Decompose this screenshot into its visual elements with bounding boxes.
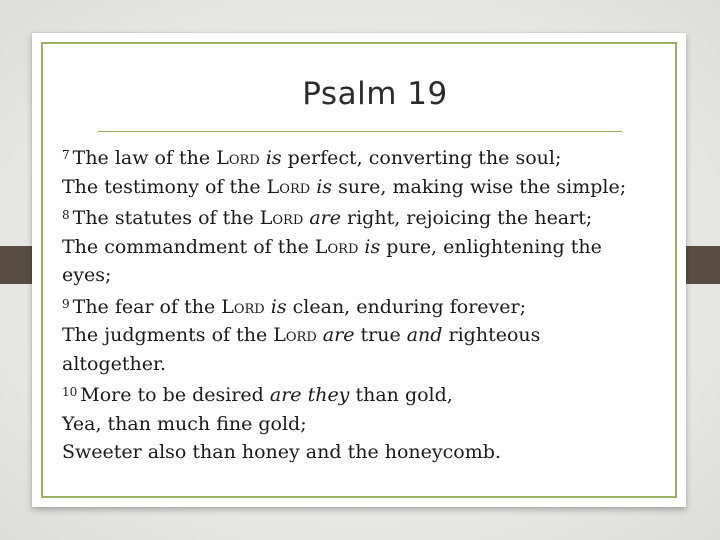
text: eyes; <box>62 264 112 286</box>
text-line-10 <box>62 410 682 439</box>
italic-word: is <box>270 295 287 318</box>
text: right, rejoicing the heart; <box>340 207 593 229</box>
text-line-7 <box>62 321 682 350</box>
verse-number-10: 10 <box>62 385 78 399</box>
text: righteous <box>442 324 541 346</box>
text-line-2 <box>62 173 682 202</box>
lord-small-caps: Lord <box>216 147 260 169</box>
text: The statutes of the <box>72 207 260 229</box>
text: sure, making wise the simple; <box>332 175 627 198</box>
text: Yea, than much fine gold; <box>62 412 307 435</box>
text-line-6 <box>62 290 682 322</box>
text-line-3 <box>62 201 682 233</box>
text: The law of the <box>72 147 217 169</box>
verse-number-9: 9 <box>62 296 70 311</box>
slide-title: Psalm 19 <box>302 76 448 112</box>
text: The fear of the <box>72 295 222 318</box>
lord-small-caps: Lord <box>273 324 317 346</box>
lord-small-caps: Lord <box>314 235 359 258</box>
text: clean, enduring forever; <box>286 295 526 318</box>
text: Sweeter also than honey and the honeycomb. <box>62 441 501 463</box>
italic-word: is <box>364 235 381 258</box>
lord-small-caps: Lord <box>266 175 311 198</box>
text: true <box>354 324 407 346</box>
text-line-4 <box>62 233 682 262</box>
italic-word: and <box>406 324 443 346</box>
italic-word: are <box>309 207 341 229</box>
text-line-9 <box>62 378 682 410</box>
text: The commandment of the <box>62 235 315 258</box>
verse-number-8: 8 <box>62 208 70 222</box>
text: than gold, <box>349 384 453 406</box>
italic-word: are <box>322 324 355 346</box>
lord-small-caps: Lord <box>259 207 304 229</box>
text: The testimony of the <box>62 175 267 198</box>
text-line-11 <box>62 438 682 467</box>
text: More to be desired <box>80 384 270 406</box>
text-line-5 <box>62 261 682 290</box>
text: perfect, converting the soul; <box>281 147 562 169</box>
text-line-8 <box>62 350 682 379</box>
italic-word: are they <box>269 384 350 406</box>
title-underline <box>98 131 622 132</box>
italic-word: is <box>265 147 282 169</box>
psalm-text <box>62 141 682 467</box>
verse-number-7: 7 <box>62 148 70 162</box>
text: altogether. <box>62 352 167 375</box>
italic-word: is <box>316 175 333 198</box>
lord-small-caps: Lord <box>221 295 265 318</box>
text-line-1 <box>62 141 682 173</box>
text: pure, enlightening the <box>380 235 602 258</box>
text: The judgments of the <box>62 324 274 346</box>
